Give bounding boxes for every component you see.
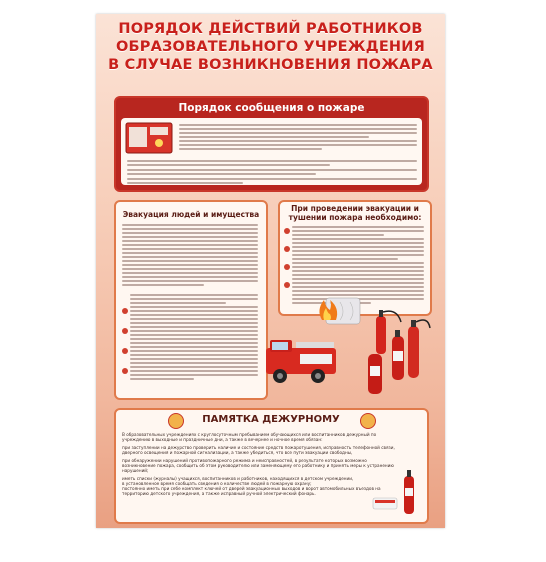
memo-line: учреждению в выходные и праздничные дни, а также в вечернее и ночное время обязан: <box>122 437 323 442</box>
memo-line: дверного освещения и пожарной сигнализации, а также убедиться, что все пути эвакуации свободны, <box>122 450 353 455</box>
bullet-icon <box>284 246 290 252</box>
fire-report-text <box>179 124 417 152</box>
bullet-icon <box>284 282 290 288</box>
fire-equipment-illustration <box>256 296 436 400</box>
memo-line: возникновение пожара, сообщить об этом руководителю или заменяющему его работнику и принять меры к устранению <box>122 463 394 468</box>
firefighter-emblem-icon <box>360 413 376 429</box>
evacuation-text <box>122 224 258 288</box>
poster-title-line-1: ПОРЯДОК ДЕЙСТВИЙ РАБОТНИКОВ <box>118 21 423 37</box>
fire-report-panel <box>114 96 429 192</box>
actions-list <box>292 226 424 306</box>
bullet-icon <box>122 368 128 374</box>
first-aid-kit-icon <box>372 496 398 510</box>
evacuation-list <box>130 294 258 382</box>
extinguisher-icon <box>392 330 404 380</box>
memo-line: постоянно иметь при себе комплект ключей от дверей эвакуационных выходов и ворот автомобильных въездов на <box>122 486 381 491</box>
duty-memo-text <box>122 432 396 496</box>
evacuation-panel <box>114 200 268 400</box>
poster-title-line-2: ОБРАЗОВАТЕЛЬНОГО УЧРЕЖДЕНИЯ <box>116 39 425 55</box>
bullet-icon <box>284 264 290 270</box>
bullet-icon <box>122 308 128 314</box>
fire-alarm-cabinet-icon <box>125 122 173 154</box>
memo-line: иметь списки (журналы) учащихся, воспитанников и работников, находящихся в детском учреждении, <box>122 476 354 481</box>
fire-report-heading: Порядок сообщения о пожаре <box>178 102 365 114</box>
actions-heading <box>280 204 430 222</box>
fire-safety-poster <box>96 14 445 528</box>
poster-title <box>102 20 439 74</box>
extinguisher-icon <box>408 320 430 378</box>
fire-truck-icon <box>266 340 336 383</box>
memo-line: В образовательных учреждениях с круглосуточным пребыванием обучающихся или воспитанников дежурный по <box>122 432 377 437</box>
firefighter-emblem-icon <box>168 413 184 429</box>
fire-report-steps <box>127 160 417 186</box>
memo-line: в установленное время сообщать сведения о количестве людей в пожарную охрану; <box>122 481 312 486</box>
bullet-icon <box>284 228 290 234</box>
extinguisher-icon <box>368 354 382 394</box>
duty-memo-heading: ПАМЯТКА ДЕЖУРНОМУ <box>202 414 340 425</box>
bullet-icon <box>122 328 128 334</box>
extinguisher-icon <box>402 466 416 516</box>
memo-line: нарушений; <box>122 468 149 473</box>
bullet-icon <box>122 348 128 354</box>
memo-line: территорию детского учреждения, а также исправный ручной электрический фонарь. <box>122 491 316 496</box>
poster-title-line-3: В СЛУЧАЕ ВОЗНИКНОВЕНИЯ ПОЖАРА <box>108 57 433 73</box>
evacuation-heading: Эвакуация людей и имущества <box>122 210 260 219</box>
actions-heading-line-2: тушении пожара необходимо: <box>288 213 422 222</box>
memo-line: при обнаружении нарушений противопожарного режима и неисправностей, в результате которых возможно <box>122 458 367 463</box>
actions-heading-line-1: При проведении эвакуации и <box>291 204 419 213</box>
duty-memo-panel <box>114 408 429 524</box>
fire-report-body <box>121 118 422 185</box>
memo-line: при заступлении на дежурство проверить наличие и состояние средств пожаротушения, исправность телефонной связи, <box>122 445 395 450</box>
